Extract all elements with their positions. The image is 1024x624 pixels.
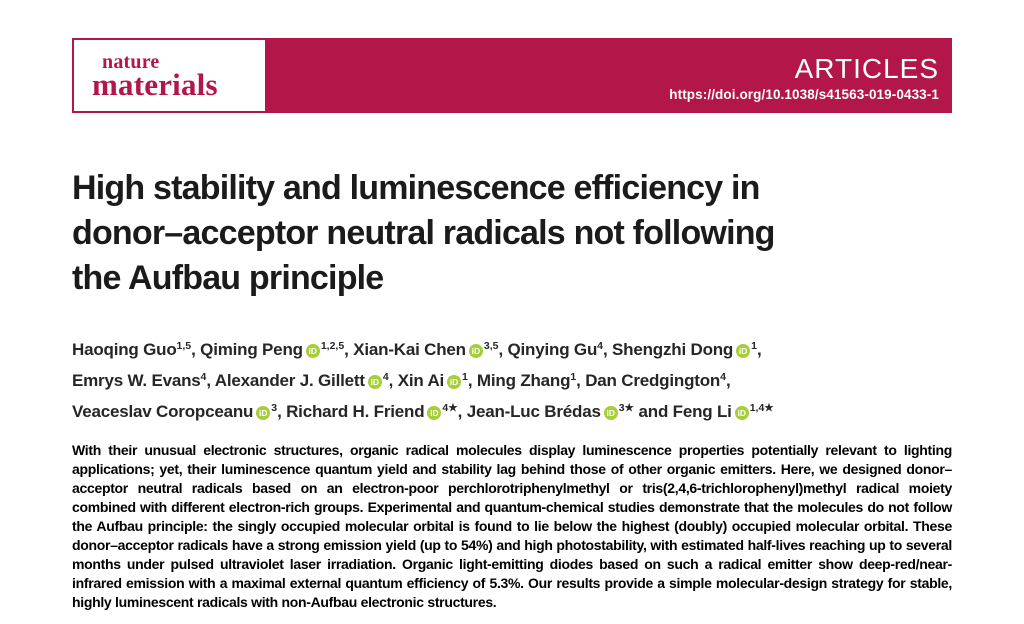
author-line — [72, 365, 972, 396]
section-label: ARTICLES — [794, 52, 939, 84]
author-name-text: , Xin Ai — [388, 371, 445, 390]
orcid-icon[interactable]: iD — [604, 406, 618, 420]
affiliation-superscript: 1,4★ — [749, 402, 774, 414]
orcid-icon[interactable]: iD — [256, 406, 270, 420]
author-line — [72, 396, 972, 427]
journal-logo-nature: nature — [102, 50, 160, 73]
article-title — [72, 166, 972, 301]
affiliation-superscript: 4 — [382, 371, 389, 383]
author-name-text: , — [756, 340, 762, 359]
author-name-text: Haoqing Guo — [72, 340, 177, 359]
author-name-text: , — [725, 371, 731, 390]
affiliation-superscript: 1 — [570, 371, 577, 383]
author-name-text: and Feng Li — [633, 402, 732, 421]
affiliation-superscript: 1,5 — [176, 340, 192, 352]
author-name-text: , Jean-Luc Brédas — [457, 402, 601, 421]
affiliation-superscript: 4 — [200, 371, 207, 383]
affiliation-superscript: 4 — [720, 371, 726, 383]
affiliation-superscript: 1,2,5 — [320, 340, 345, 352]
affiliation-superscript: 1 — [751, 340, 757, 352]
journal-header-banner — [72, 38, 952, 113]
orcid-icon[interactable]: iD — [306, 344, 320, 358]
orcid-icon[interactable]: iD — [368, 375, 382, 389]
orcid-icon[interactable]: iD — [427, 406, 441, 420]
affiliation-superscript: 3 — [271, 402, 278, 414]
author-name-text: Veaceslav Coropceanu — [72, 402, 254, 421]
orcid-icon[interactable]: iD — [736, 344, 750, 358]
author-name-text: , Ming Zhang — [467, 371, 571, 390]
affiliation-superscript: 1 — [462, 371, 468, 383]
author-name-text: , Qiming Peng — [191, 340, 303, 359]
abstract-paragraph: With their unusual electronic structures, organic radical molecules display luminescence properties potentially relevant to lighting applications; yet, their luminescence quantum yield and stability lag behind those of other organic emitters. Here, we designed donor–acceptor neutral radicals based on an electron-poor perchlorotriphenylmethyl or tris(2,4,6-trichlorophenyl)methyl radical moiety combined with different electron-rich groups. Experimental and quantum-chemical studies demonstrate that the molecules do not follow the Aufbau principle: the singly occupied molecular orbital is found to lie below the highest (doubly) occupied molecular orbital. These donor–acceptor radicals have a strong emission yield (up to 54%) and high photostability, with estimated half-lives reaching up to several months under pulsed ultraviolet laser irradiation. Organic light-emitting diodes based on such a radical emitter show deep-red/near-infrared emission with a maximal external quantum efficiency of 5.3%. Our results provide a simple molecular-design strategy for stable, highly luminescent radicals with non-Aufbau electronic structures. — [72, 442, 952, 610]
orcid-icon[interactable]: iD — [447, 375, 461, 389]
author-line — [72, 334, 972, 365]
author-list — [72, 334, 972, 427]
author-name-text: , Richard H. Friend — [277, 402, 425, 421]
article-title-line: High stability and luminescence efficiency in — [72, 169, 760, 207]
author-name-text: , Alexander J. Gillett — [206, 371, 365, 390]
affiliation-superscript: 3★ — [618, 402, 634, 414]
affiliation-superscript: 4 — [597, 340, 603, 352]
doi-link[interactable]: https://doi.org/10.1038/s41563-019-0433-1 — [669, 86, 939, 102]
affiliation-superscript: 4★ — [442, 402, 458, 414]
article-title-line: the Aufbau principle — [72, 259, 384, 297]
author-name-text: , Xian-Kai Chen — [344, 340, 466, 359]
header-banner-right — [267, 38, 952, 113]
orcid-icon[interactable]: iD — [735, 406, 749, 420]
journal-logo-materials: materials — [92, 66, 218, 102]
orcid-icon[interactable]: iD — [469, 344, 483, 358]
author-name-text: , Qinying Gu — [498, 340, 598, 359]
journal-logo — [72, 38, 267, 113]
author-name-text: , Shengzhi Dong — [602, 340, 734, 359]
author-name-text: Emrys W. Evans — [72, 371, 201, 390]
affiliation-superscript: 3,5 — [483, 340, 499, 352]
article-title-line: donor–acceptor neutral radicals not following — [72, 214, 775, 252]
author-name-text: , Dan Credgington — [576, 371, 721, 390]
